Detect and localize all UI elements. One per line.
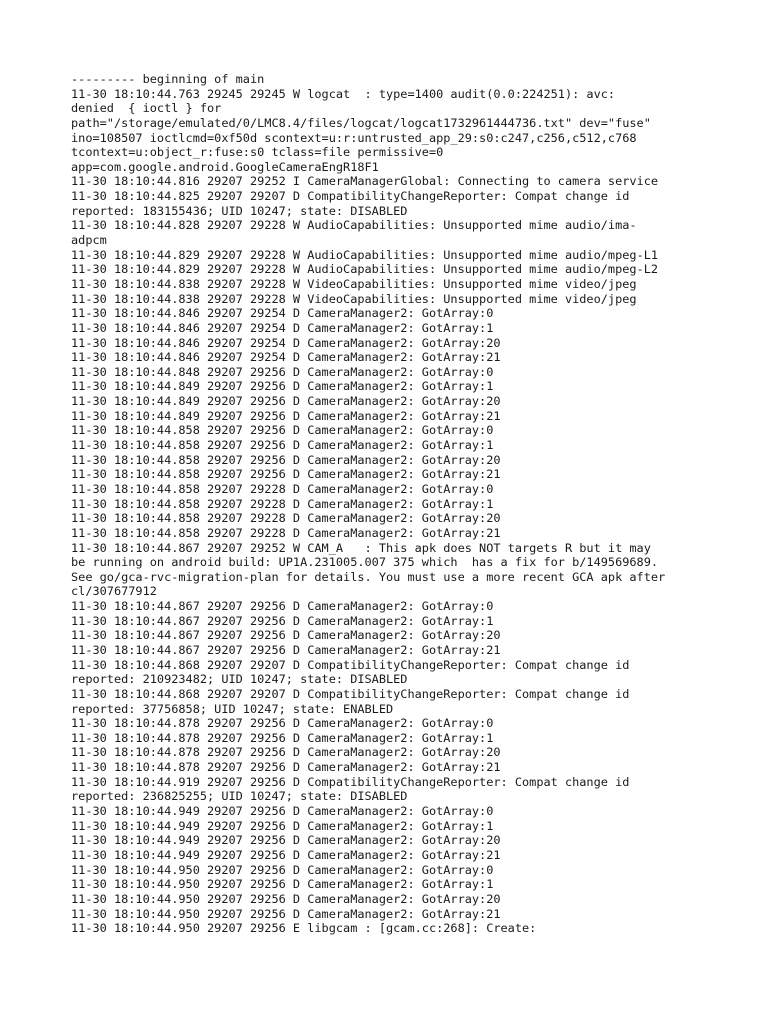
logcat-text (71, 72, 711, 936)
log-line: 11-30 18:10:44.878 29207 29256 D CameraManager2: GotArray:21 (71, 760, 501, 775)
log-line: 11-30 18:10:44.867 29207 29252 W CAM_A : This apk does NOT targets R but it may (71, 540, 651, 555)
log-line: 11-30 18:10:44.858 29207 29256 D CameraManager2: GotArray:21 (71, 467, 501, 482)
log-line: 11-30 18:10:44.950 29207 29256 D CameraManager2: GotArray:20 (71, 891, 501, 906)
log-line: reported: 210923482; UID 10247; state: DISABLED (71, 672, 408, 687)
log-line: 11-30 18:10:44.846 29207 29254 D CameraManager2: GotArray:21 (71, 350, 501, 365)
log-line: reported: 236825255; UID 10247; state: DISABLED (71, 789, 408, 804)
log-line: 11-30 18:10:44.849 29207 29256 D CameraManager2: GotArray:21 (71, 408, 501, 423)
log-line: 11-30 18:10:44.949 29207 29256 D CameraManager2: GotArray:21 (71, 847, 501, 862)
log-line: 11-30 18:10:44.846 29207 29254 D CameraManager2: GotArray:0 (71, 306, 494, 321)
log-line: 11-30 18:10:44.950 29207 29256 D CameraManager2: GotArray:21 (71, 906, 501, 921)
log-line: tcontext=u:object_r:fuse:s0 tclass=file permissive=0 (71, 145, 444, 160)
log-line: 11-30 18:10:44.950 29207 29256 E libgcam : [gcam.cc:268]: Create: (71, 921, 537, 936)
log-line: 11-30 18:10:44.950 29207 29256 D CameraManager2: GotArray:0 (71, 862, 494, 877)
log-line: 11-30 18:10:44.829 29207 29228 W AudioCapabilities: Unsupported mime audio/mpeg-L1 (71, 247, 659, 262)
log-line: 11-30 18:10:44.867 29207 29256 D CameraManager2: GotArray:0 (71, 599, 494, 614)
log-line: 11-30 18:10:44.878 29207 29256 D CameraManager2: GotArray:1 (71, 730, 494, 745)
log-line: 11-30 18:10:44.858 29207 29256 D CameraManager2: GotArray:20 (71, 452, 501, 467)
log-line: 11-30 18:10:44.867 29207 29256 D CameraManager2: GotArray:20 (71, 628, 501, 643)
log-line: 11-30 18:10:44.878 29207 29256 D CameraManager2: GotArray:0 (71, 716, 494, 731)
log-line: reported: 183155436; UID 10247; state: DISABLED (71, 203, 408, 218)
log-line: ino=108507 ioctlcmd=0xf50d scontext=u:r:untrusted_app_29:s0:c247,c256,c512,c768 (71, 130, 637, 145)
log-line: 11-30 18:10:44.825 29207 29207 D CompatibilityChangeReporter: Compat change id (71, 189, 630, 204)
log-line: 11-30 18:10:44.828 29207 29228 W AudioCapabilities: Unsupported mime audio/ima- (71, 218, 637, 233)
log-line: 11-30 18:10:44.849 29207 29256 D CameraManager2: GotArray:20 (71, 394, 501, 409)
log-line: 11-30 18:10:44.858 29207 29256 D CameraManager2: GotArray:0 (71, 423, 494, 438)
log-line: 11-30 18:10:44.878 29207 29256 D CameraManager2: GotArray:20 (71, 745, 501, 760)
log-line: 11-30 18:10:44.838 29207 29228 W VideoCapabilities: Unsupported mime video/jpeg (71, 276, 637, 291)
log-line: 11-30 18:10:44.858 29207 29228 D CameraManager2: GotArray:0 (71, 481, 494, 496)
log-line: 11-30 18:10:44.858 29207 29228 D CameraManager2: GotArray:1 (71, 496, 494, 511)
log-line: 11-30 18:10:44.846 29207 29254 D CameraManager2: GotArray:20 (71, 335, 501, 350)
log-line: 11-30 18:10:44.849 29207 29256 D CameraManager2: GotArray:1 (71, 379, 494, 394)
log-line: path="/storage/emulated/0/LMC8.4/files/logcat/logcat1732961444736.txt" dev="fuse" (71, 115, 651, 130)
log-line: 11-30 18:10:44.848 29207 29256 D CameraManager2: GotArray:0 (71, 364, 494, 379)
log-line: 11-30 18:10:44.919 29207 29256 D CompatibilityChangeReporter: Compat change id (71, 774, 630, 789)
log-line: See go/gca-rvc-migration-plan for details. You must use a more recent GCA apk after (71, 569, 666, 584)
log-line: 11-30 18:10:44.816 29207 29252 I CameraManagerGlobal: Connecting to camera service (71, 174, 659, 189)
log-line: 11-30 18:10:44.867 29207 29256 D CameraManager2: GotArray:1 (71, 613, 494, 628)
log-line: cl/307677912 (71, 584, 157, 599)
log-line: 11-30 18:10:44.858 29207 29256 D CameraManager2: GotArray:1 (71, 438, 494, 453)
log-line: 11-30 18:10:44.950 29207 29256 D CameraManager2: GotArray:1 (71, 877, 494, 892)
log-line: 11-30 18:10:44.868 29207 29207 D CompatibilityChangeReporter: Compat change id (71, 657, 630, 672)
log-line: denied { ioctl } for (71, 101, 222, 116)
log-line: 11-30 18:10:44.763 29245 29245 W logcat : type=1400 audit(0.0:224251): avc: (71, 86, 616, 101)
log-line: --------- beginning of main (71, 72, 265, 86)
log-line: app=com.google.android.GoogleCameraEngR18F1 (71, 159, 379, 174)
log-line: reported: 37756858; UID 10247; state: ENABLED (71, 701, 394, 716)
log-line: 11-30 18:10:44.949 29207 29256 D CameraManager2: GotArray:20 (71, 833, 501, 848)
log-line: adpcm (71, 233, 107, 248)
log-line: 11-30 18:10:44.858 29207 29228 D CameraManager2: GotArray:21 (71, 525, 501, 540)
log-line: 11-30 18:10:44.949 29207 29256 D CameraManager2: GotArray:0 (71, 804, 494, 819)
log-line: 11-30 18:10:44.949 29207 29256 D CameraManager2: GotArray:1 (71, 818, 494, 833)
log-line: be running on android build: UP1A.231005.007 375 which has a fix for b/149569689. (71, 555, 659, 570)
log-line: 11-30 18:10:44.846 29207 29254 D CameraManager2: GotArray:1 (71, 320, 494, 335)
log-line: 11-30 18:10:44.838 29207 29228 W VideoCapabilities: Unsupported mime video/jpeg (71, 291, 637, 306)
log-line: 11-30 18:10:44.858 29207 29228 D CameraManager2: GotArray:20 (71, 511, 501, 526)
log-line: 11-30 18:10:44.867 29207 29256 D CameraManager2: GotArray:21 (71, 642, 501, 657)
log-line: 11-30 18:10:44.829 29207 29228 W AudioCapabilities: Unsupported mime audio/mpeg-L2 (71, 262, 659, 277)
log-line: 11-30 18:10:44.868 29207 29207 D CompatibilityChangeReporter: Compat change id (71, 686, 630, 701)
